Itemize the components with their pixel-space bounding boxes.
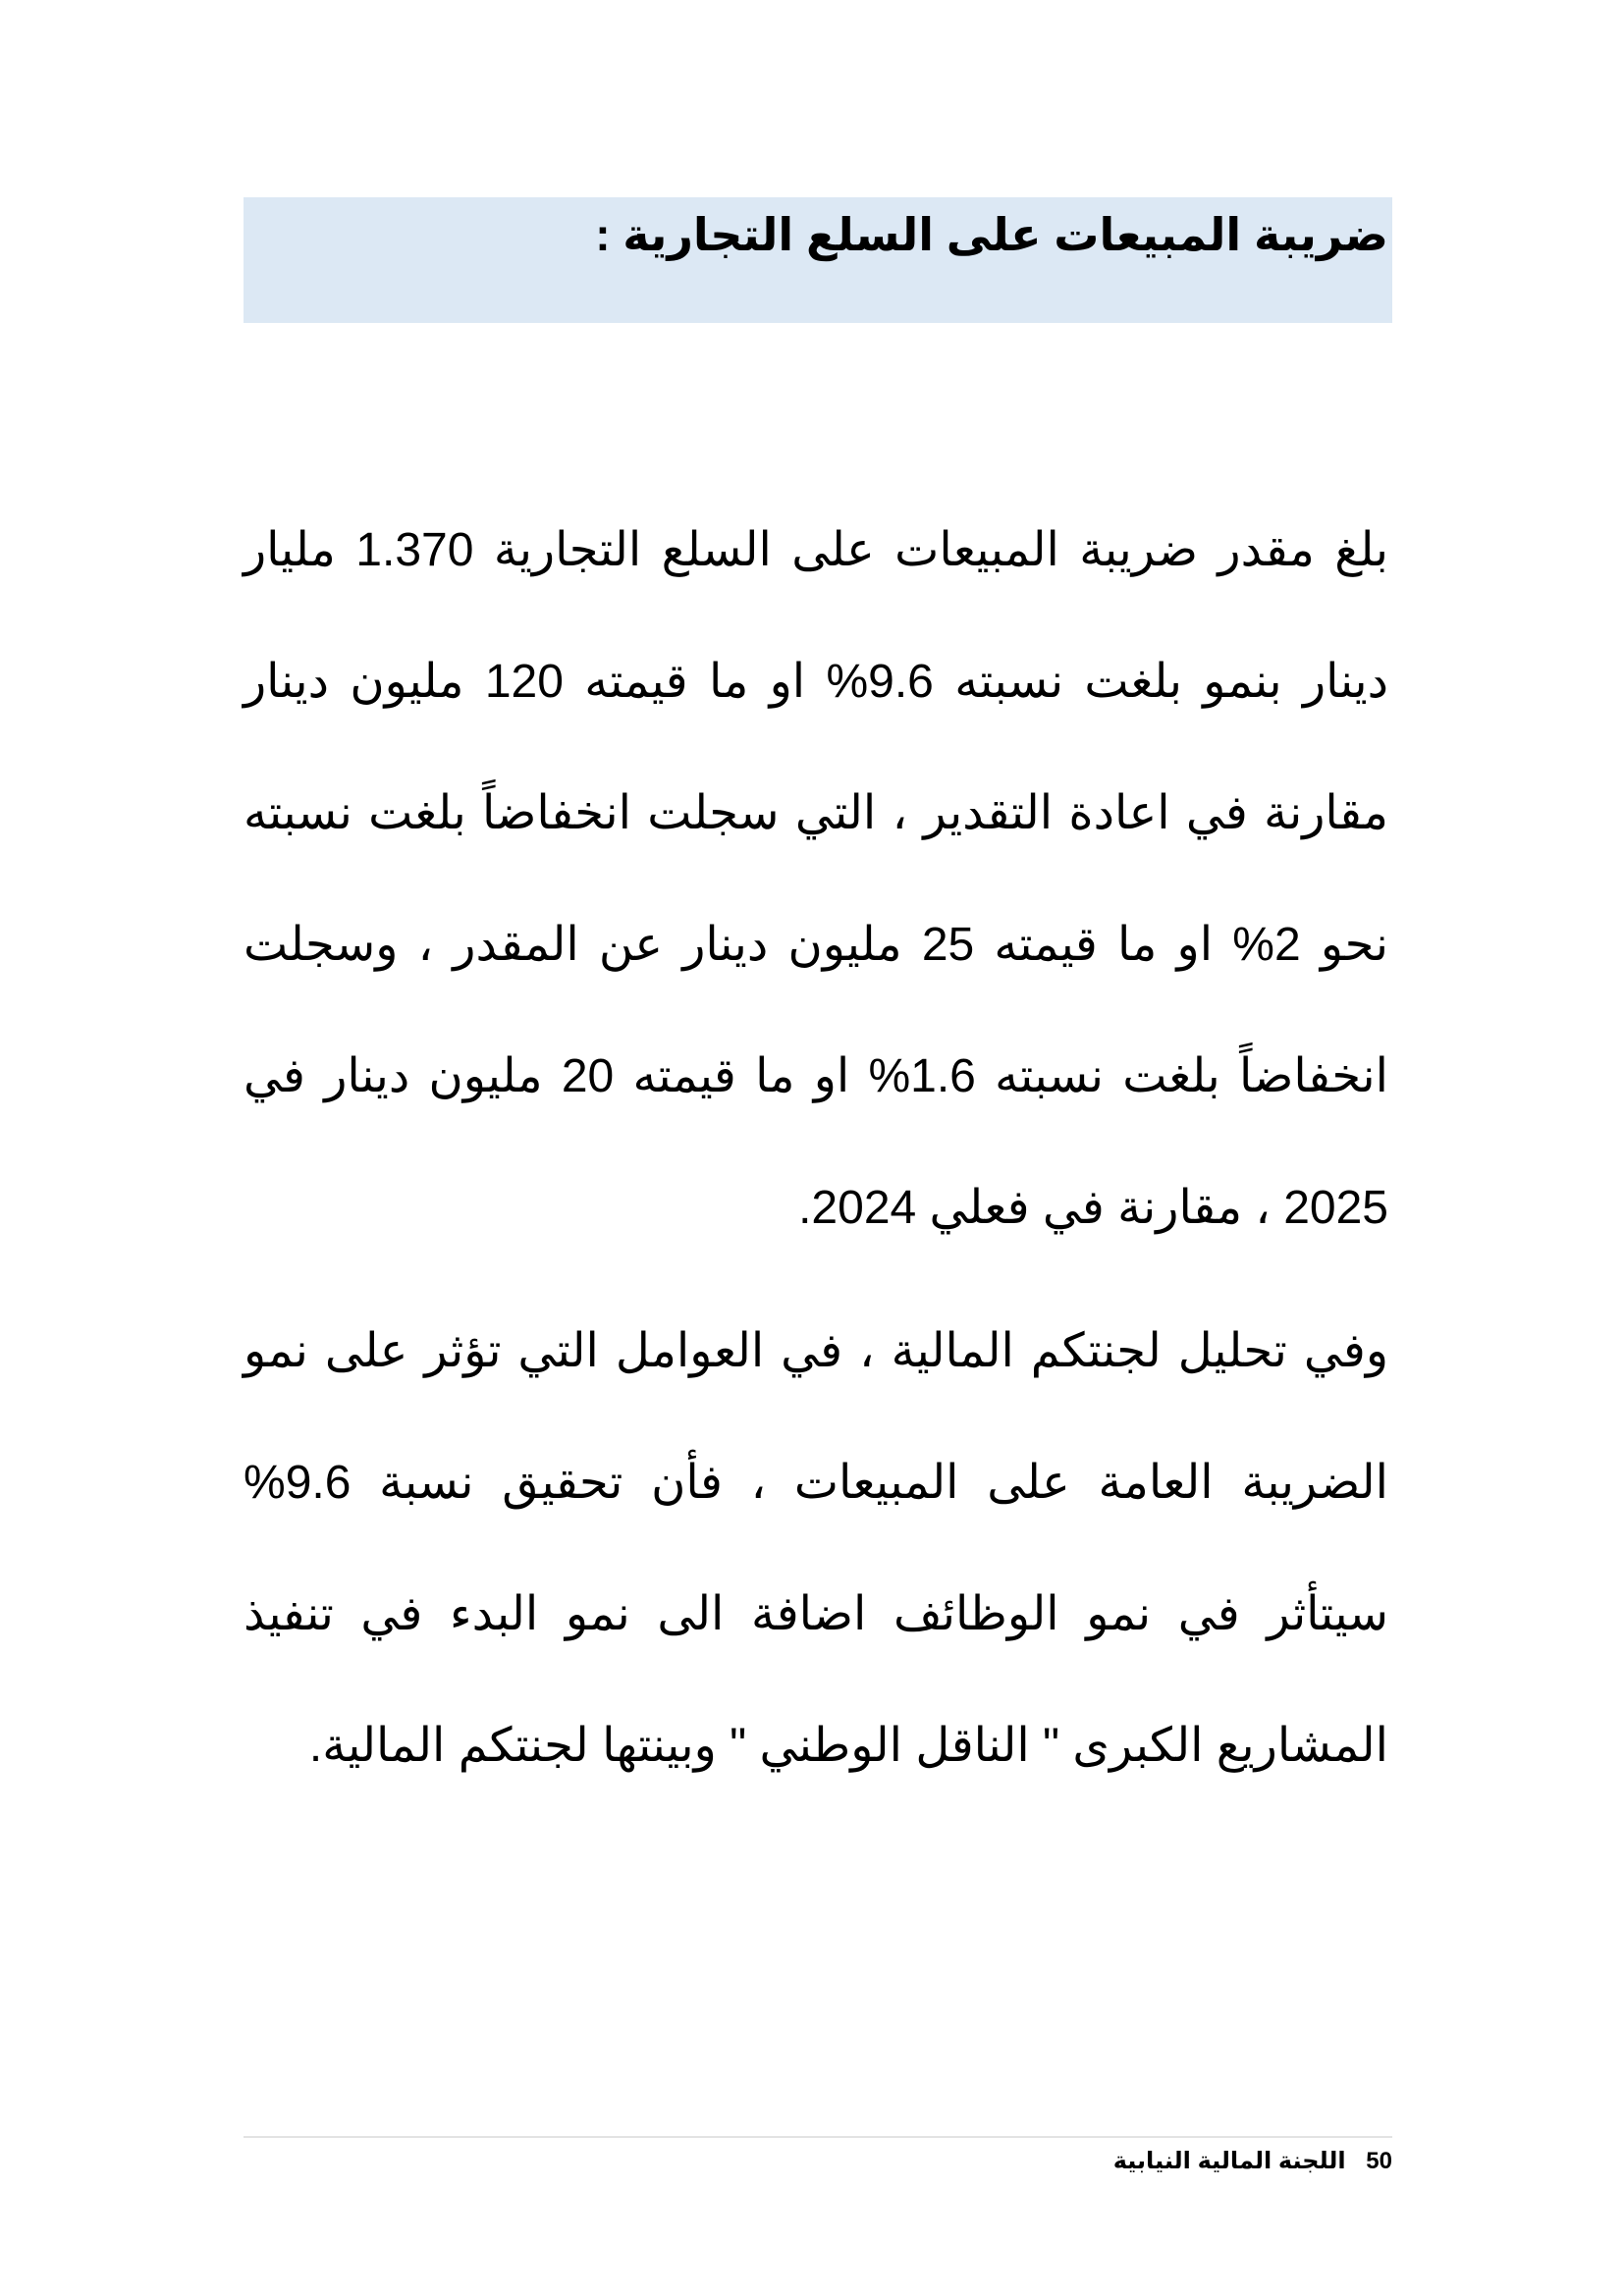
paragraph-committee-analysis: وفي تحليل لجنتكم المالية ، في العوامل التي تؤثر على نمو الضريبة العامة على المبيعات ، فأن تحقيق نسبة 9.6% سيتأثر في نمو الوظائف اضافة الى نمو البدء في تنفيذ المشاريع الكبرى " الناقل الوطني " وبينتها لجنتكم المالية. — [244, 1325, 1388, 1772]
section-heading-box — [244, 197, 1392, 323]
page-number: 50 — [1366, 2148, 1392, 2174]
footer-divider — [244, 2136, 1392, 2138]
section-title: ضريبة المبيعات على السلع التجارية : — [595, 209, 1388, 260]
footer-label: اللجنة المالية النيابية — [1112, 2148, 1346, 2174]
page-footer — [1113, 2144, 1392, 2179]
paragraph-sales-tax-estimate: بلغ مقدر ضريبة المبيعات على السلع التجارية 1.370 مليار دينار بنمو بلغت نسبته 9.6% او ما قيمته 120 مليون دينار مقارنة في اعادة التقدير ، التي سجلت انخفاضاً بلغت نسبته نحو 2% او ما قيمته 25 مليون دينار عن المقدر ، وسجلت انخفاضاً بلغت نسبته 1.6% او ما قيمته 20 مليون دينار في 2025 ، مقارنة في فعلي 2024. — [244, 524, 1389, 1234]
